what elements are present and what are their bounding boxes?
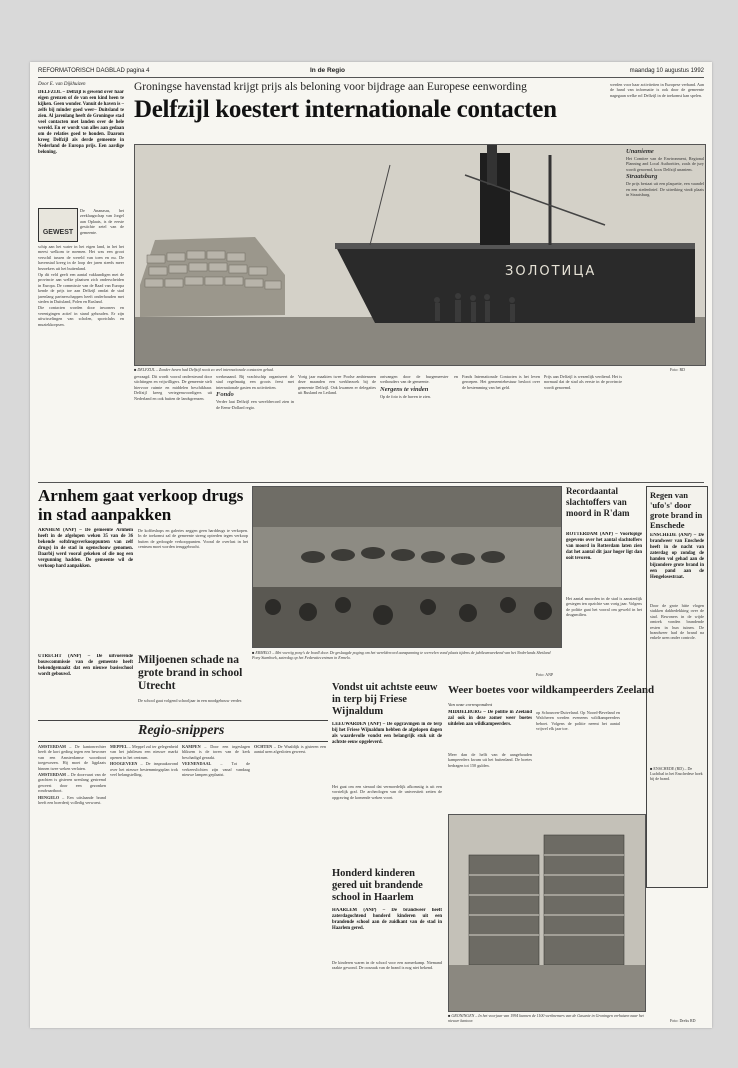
snipper-text: De kantonrechter heeft de kort geding tegen een bewoner van een Amsterdamse woonboot toegewezen. Hij moet de ligplaats binnen twee weken verlaten. xyxy=(38,744,106,771)
harbor-illustration xyxy=(135,145,705,365)
ship-name-text: ЗОЛОТИЦА xyxy=(505,264,597,279)
section-title: In de Regio xyxy=(310,67,346,74)
snippers-col-3: KAMPEN – Door een ingeslagen bliksem is de toren van de kerk beschadigd geraakt. VEENENDAAL – Tot de verkeerslichten zijn vanaf vandaag nieuwe lampen geplaatst. xyxy=(182,744,250,778)
header-rule xyxy=(38,77,704,78)
snipper-text: Tot de verkeerslichten zijn vanaf vandaag nieuwe lampen geplaatst. xyxy=(182,761,250,778)
lead-headline: Delfzijl koestert internationale contacten xyxy=(134,96,557,123)
lead-body-c3: Vorig jaar maakten twee Poolse ambtenaren deze maanden een werkbezoek bij de gemeente Delfzijl. Ook kwamen er delegaties uit Rusland en Letland. xyxy=(298,374,376,396)
issue-date: maandag 10 augustus 1992 xyxy=(629,68,704,74)
arnhem-intro: ARNHEM (ANP) – De gemeente Arnhem heeft in de afgelopen weken 35 van de 36 bekende softdrugsverkooppunten van zelf drugs) in de stad in ogenschouw genomen. Daarbij werd vooral gekeken of die nog een vergunning hadden. De gemeente wil de verkoop hard aanpakken. xyxy=(38,528,133,569)
arnhem-headline: Arnhem gaat verkoop drugs in stad aanpakken xyxy=(38,486,244,524)
section-rule xyxy=(38,482,704,483)
snipper-text: De Waaldijk is gisteren een aantal uren afgesloten geweest. xyxy=(254,744,326,755)
paper-name: REFORMATORISCH DAGBLAD pagina 4 xyxy=(38,68,150,74)
ermelo-caption: ■ ERMELO – Met voertig pony's de boedl door. De geslaagde poging om het wereldrecord aanspanning te wervelen vond plaats tijdens de jubileumweekend van het Nederlands Shetland Pony Stamboek, zaterdag op het Federatiecentrum in Ermelo. xyxy=(252,650,551,660)
side-subhead-2: Straatsburg xyxy=(626,173,658,181)
snippers-col-1: AMSTERDAM – De kantonrechter heeft de kort geding tegen een bewoner van een Amsterdamse woonboot toegewezen. Hij moet de ligplaats binnen twee weken verlaten. AMSTERDAM – De doorvaart van de grachten is gisteren urenlang gestremd geweest door een gezonken rondvaartboot. HENGELO – Een uitslaande brand heeft een boerderij volledig verwoest. xyxy=(38,744,106,806)
arnhem-body: De koffieshops en galeries zeggen geen harddrugs te verkopen. In de toekomst zal de gemeente streng optreden tegen verkoop buiten de gedoogde verkooppunten. Vooral de overlast in het centrum moet worden teruggebracht. xyxy=(138,528,248,550)
snipper-place: AMSTERDAM xyxy=(38,744,66,749)
snipper-text: Een uitslaande brand heeft een boerderij volledig verwoest. xyxy=(38,794,106,806)
lead-body-b: schip aan het water in het eigen land, in het het meest welkom te noemen. Het was een groot verschil tussen de wereld van toen en nu. De havenstad kreeg in de loop der jaren steeds meer bezoekers uit het buitenland. Op dit veld geeft een aantal vakkundigen met de provincie aan welke plaatsen zich onderscheiden in Europa. De commissie van de Raad van Europa kende de prijs toe aan Delfzijl omdat de stad jarenlang partnerschappen heeft onderhouden met steden in Duitsland, Polen en Rusland. Die contacten worden door inwoners en verenigingen actief in stand gehouden. Er zijn uitwisselingen van scholen, sportclubs en muziekkorpsen. xyxy=(38,244,124,327)
ermelo-credit: Foto: ANP xyxy=(536,672,554,677)
snippers-banner xyxy=(38,720,328,742)
lead-body-a: De Ananasas, het zeeklaagschap van Jorgel aan Oplaats, is de eerste gestichte zetel van de gemeente. xyxy=(80,208,124,235)
zeeland-headline: Weer boetes voor wildkampeerders Zeeland xyxy=(448,684,655,696)
quay xyxy=(135,317,705,365)
ufo-headline: Regen van 'ufo's' door grote brand in Enschede xyxy=(650,490,703,530)
zeeland-body-2: op Schouwen-Duiveland. Op Noord-Beveland en Walcheren werden eveneens wildkampeerders beboet. Volgens de politie neemt het aantal vrijwel elk jaar toe. xyxy=(536,710,620,732)
zeeland-body-1: Meer dan de helft van de aangehouden kampeerders kwam uit het buitenland. De boetes bedragen tot 150 gulden. xyxy=(448,752,532,768)
utrecht-intro: UTRECHT (ANP) – De uitvoerende bouwcommissie van de gemeente heeft bekendgemaakt dat een nieuwe basisschool wordt gebouwd. xyxy=(38,654,133,677)
lead-subhead-1: Fondo xyxy=(216,391,234,399)
lead-subhead-2: Nergens te vinden xyxy=(380,385,429,393)
snipper-place: VEENENDAAL xyxy=(182,761,212,767)
groningen-illustration xyxy=(449,815,645,1011)
haarlem-headline: Honderd kinderen gered uit brandende school in Haarlem xyxy=(332,868,423,903)
ermelo-photo xyxy=(252,486,562,648)
lead-body-c4: ontvangen door de burgemeester en wethouders van de gemeente. Nergens te vinden Op de foto is de haven te zien. xyxy=(380,374,458,399)
lead-body-c5: Fonds Internationale Contacten is het leven geroepen. Het gemeentebestuur besloot over de bestemming van het geld. xyxy=(462,374,540,390)
snippers-title: Regio-snippers xyxy=(138,723,225,738)
groningen-credit: Foto: Dreks RD xyxy=(670,1018,696,1023)
side-subhead-1: Unanieme xyxy=(626,148,654,155)
groningen-photo xyxy=(448,814,646,1012)
snippers-col-4: OCHTEN – De Waaldijk is gisteren een aantal uren afgesloten geweest. xyxy=(254,744,326,755)
sack-pile xyxy=(140,237,285,317)
utrecht-body: De school gaat volgend schooljaar in een noodgebouw verder. xyxy=(138,698,243,703)
recordaantal-body: Het aantal moorden in de stad is aanzienlijk gestegen ten opzichte van vorig jaar. Volgens de politie gaat het vooral om geweld in het drugsmilieu. xyxy=(566,596,642,618)
ufo-intro: ENSCHEDE (ANP) – De brandweer van Enschede heeft in de nacht van zaterdag op zondag de handen vol gehad aan de bijzondere grote brand in een pand aan de Hengelosestraat. xyxy=(650,533,704,580)
utrecht-headline: Miljoenen schade na grote brand in school Utrecht xyxy=(138,654,243,692)
zeeland-byline: Van onze correspondent xyxy=(448,702,492,707)
lead-photo-credit: Foto: RD xyxy=(670,367,686,372)
snipper-place: OCHTEN xyxy=(254,744,273,749)
recordaantal-headline: Recordaantal slachtoffers van moord in R'dam xyxy=(566,486,630,518)
wijnaldum-headline: Vondst uit achtste eeuw in terp bij Friese Wijnaldum xyxy=(332,682,438,717)
snipper-place: AMSTERDAM xyxy=(38,772,66,778)
snipper-place: KAMPEN xyxy=(182,744,201,749)
ermelo-illustration xyxy=(253,487,561,647)
wijnaldum-body: Het gaat om een sieraad dat vermoedelijk afkomstig is uit een vorstelijk graf. De archeologen van de universiteit zetten de opgraving de komende weken voort. xyxy=(332,784,442,800)
haarlem-body: De kinderen waren in de school voor een zomerkamp. Niemand raakte gewond. De oorzaak van de brand is nog niet bekend. xyxy=(332,960,442,971)
snipper-text: Door een ingeslagen bliksem is de toren van de kerk beschadigd geraakt. xyxy=(182,744,250,760)
wijnaldum-intro: LEEUWARDEN (ANP) – De opgravingen in de terp bij het Friese Wijnaldum hebben de afgelopen dagen als waardevolle vondst een belangrijk stuk uit de achtste eeuw opgeleverd. xyxy=(332,722,442,745)
newspaper-page xyxy=(30,62,712,1028)
snipper-place: HOOGEVEEN xyxy=(110,761,138,767)
lead-body-c6: Prijs aan Delfzijl is wezenlijk verdiend. Het is normaal dat de stad als eerste in de provincie wordt genoemd. xyxy=(544,374,622,390)
recordaantal-intro: ROTTERDAM (ANP) – Voorlopige gegevens over het aantal slachtoffers van moord in Rotterdam laten zien dat het aantal dit jaar hoger ligt dan ooit tevoren. xyxy=(566,532,642,561)
ufo-caption: ■ ENSCHEDE (RD) – De Luchtbal in het Enschedese hoek bij de brand. xyxy=(650,766,703,781)
lead-kicker: Groningse havenstad krijgt prijs als beloning voor bijdrage aan Europese eenwording xyxy=(134,81,527,93)
groningen-caption: ■ GRONINGEN – In het voorjaar van 1994 kunnen de 1100 werknemers van de Gasunie in Groningen verhuizen naar het nieuwe kantoor. xyxy=(448,1013,644,1023)
ufo-body: Door de grote hitte vlogen stukken dakbedekking over de stad. Bewoners in de wijde omtrek vonden brandende resten in hun tuinen. De brandweer had de brand na enkele uren onder controle. xyxy=(650,603,704,641)
gewest-logo xyxy=(38,208,78,242)
snipper-text: De doorvaart van de grachten is gisteren urenlang gestremd geweest door een gezonken rondvaartboot. xyxy=(38,772,106,794)
snipper-place: MEPPEL xyxy=(110,744,128,749)
snipper-text: De inspraakavond over het nieuwe bestemmingsplan trok veel belangstelling. xyxy=(110,761,178,778)
snippers-col-2: MEPPEL – Meppel zal ter gelegenheid van het jubileum een nieuwe markt openen in het centrum. HOOGEVEEN – De inspraakavond over het nieuwe bestemmingsplan trok veel belangstelling. xyxy=(110,744,178,778)
lead-byline: Door E. van Dijkhuizen xyxy=(38,82,86,87)
lead-intro: DELFZIJL – Delfzijl is gewend over haar eigen grenzen of de van een kind heen te kijken. Geen wonder. Vanuit de haven is –zelfs bij minder goed weer– Duitsland te zien. Al jarenlang heeft de Groningse stad veel contacten met landen over de hele wereld. En er wordt van alles aan gedaan om de relaties goed te houden. Daarom kreeg Delfzijl als derde gemeente in Nederland de Europa prijs. Een aardige beloning. xyxy=(38,90,124,155)
lead-body-right-top: werden voor haar activiteiten in Europese verband. Aan de hand van informatie is ook door de gemeente nagegaan welke rol Delfzijl in de toekomst kan spelen. xyxy=(610,82,704,98)
haarlem-intro: HAARLEM (ANP) – De brandweer heeft zaterdagochtend honderd kinderen uit een brandende school aan de zuidkant van de stad in Haarlem gered. xyxy=(332,908,442,931)
gewest-logo-text: GEWEST xyxy=(42,229,74,236)
snipper-place: HENGELO xyxy=(38,794,60,800)
snipper-text: Meppel zal ter gelegenheid van het jubileum een nieuwe markt openen in het centrum. xyxy=(110,744,178,760)
construction-ground xyxy=(449,965,645,1011)
lead-body-c2: werkmaand. Bij vrachtschip organiseert de stad regelmatig een groots feest met internationale gasten en activiteiten. Fondo Verder laat Delfzijl een wereldrecord zien in de Eems-Dollard regio. xyxy=(216,374,294,410)
lead-body-c1: gevraagd. Dit wordt vooral ondersteund door stichtingen en vrijwilligers. De gemeente stelt hiervoor ruimte en middelen beschikbaar. Delfzijl kreeg vertegenwoordigers uit Nederland en ook buiten de landsgrenzen. xyxy=(134,374,212,401)
lead-photo-caption: ■ DELFZIJL – Zonder haven had Delfzijl nooit zo veel internationale contacten gehad. xyxy=(134,367,274,372)
delfzijl-harbor-photo xyxy=(134,144,706,366)
zeeland-intro: MIDDELBURG – De politie in Zeeland zal ook in deze zomer weer boetes uitdelen aan wildkampeerders. xyxy=(448,710,532,727)
lead-body-c7: Unanieme Het Comitee van de Environment, Regional Planning and Local Authorities, zoals de jury wordt genoemd, koos Delfzijl unaniem. Straatsburg De prijs bestaat uit een plaquette, een vaandel en een stedenbrief. De uitreiking vindt plaats in Straatsburg. xyxy=(626,148,704,198)
